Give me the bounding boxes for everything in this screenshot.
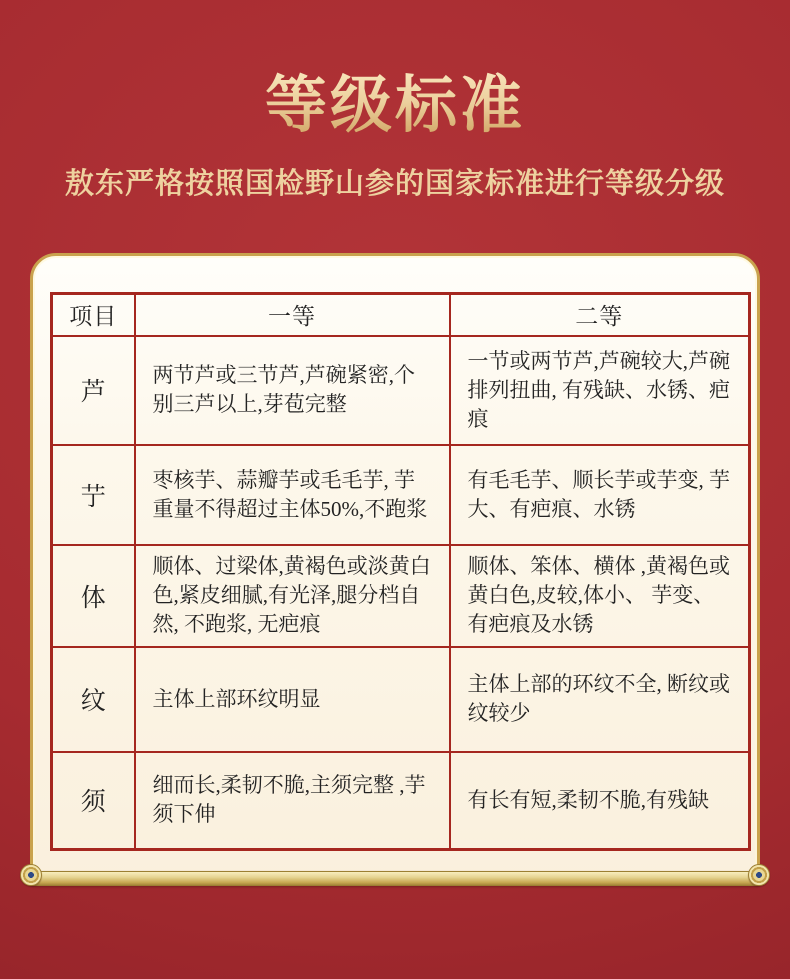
page-subtitle: 敖东严格按照国检野山参的国家标准进行等级分级 (64, 168, 725, 200)
grade-two-cell: 主体上部的环纹不全, 断纹或纹较少 (450, 647, 750, 752)
grade-two-cell: 一节或两节芦,芦碗较大,芦碗排列扭曲, 有残缺、水锈、疤痕 (450, 336, 750, 445)
table-header-row (52, 294, 750, 336)
grade-one-cell: 两节芦或三节芦,芦碗紧密,个别三芦以上,芽苞完整 (135, 336, 450, 445)
grade-two-cell: 有毛毛芋、顺长芋或芋变, 芋大、有疤痕、水锈 (450, 445, 750, 545)
grade-one-cell: 枣核芋、蒜瓣芋或毛毛芋, 芋重量不得超过主体50%,不跑浆 (135, 445, 450, 545)
header-item: 项目 (52, 294, 135, 336)
header-grade-two: 二等 (450, 294, 750, 336)
row-label: 艼 (52, 445, 135, 545)
table-row-ti (52, 545, 750, 647)
grade-two-cell: 顺体、笨体、横体 ,黄褐色或黄白色,皮较,体小、 芋变、 有疤痕及水锈 (450, 545, 750, 647)
row-label: 纹 (52, 647, 135, 752)
grade-two-cell: 有长有短,柔韧不脆,有残缺 (450, 752, 750, 850)
row-label: 体 (52, 545, 135, 647)
grade-one-cell: 细而长,柔韧不脆,主须完整 ,芋须下伸 (135, 752, 450, 850)
table-row-ting (52, 445, 750, 545)
row-label: 芦 (52, 336, 135, 445)
table-row-lu (52, 336, 750, 445)
table-row-xu (52, 752, 750, 850)
grade-table (50, 292, 751, 851)
scroll-curl-right-icon (748, 864, 770, 886)
standards-card (30, 253, 760, 881)
row-label: 须 (52, 752, 135, 850)
grade-one-cell: 顺体、过梁体,黄褐色或淡黄白色,紧皮细腻,有光泽,腿分档自然, 不跑浆, 无疤痕 (135, 545, 450, 647)
grade-one-cell: 主体上部环纹明显 (135, 647, 450, 752)
page-title: 等级标准 (0, 70, 790, 142)
scroll-rod (28, 871, 762, 886)
header-grade-one: 一等 (135, 294, 450, 336)
table-row-wen (52, 647, 750, 752)
scroll-curl-left-icon (20, 864, 42, 886)
